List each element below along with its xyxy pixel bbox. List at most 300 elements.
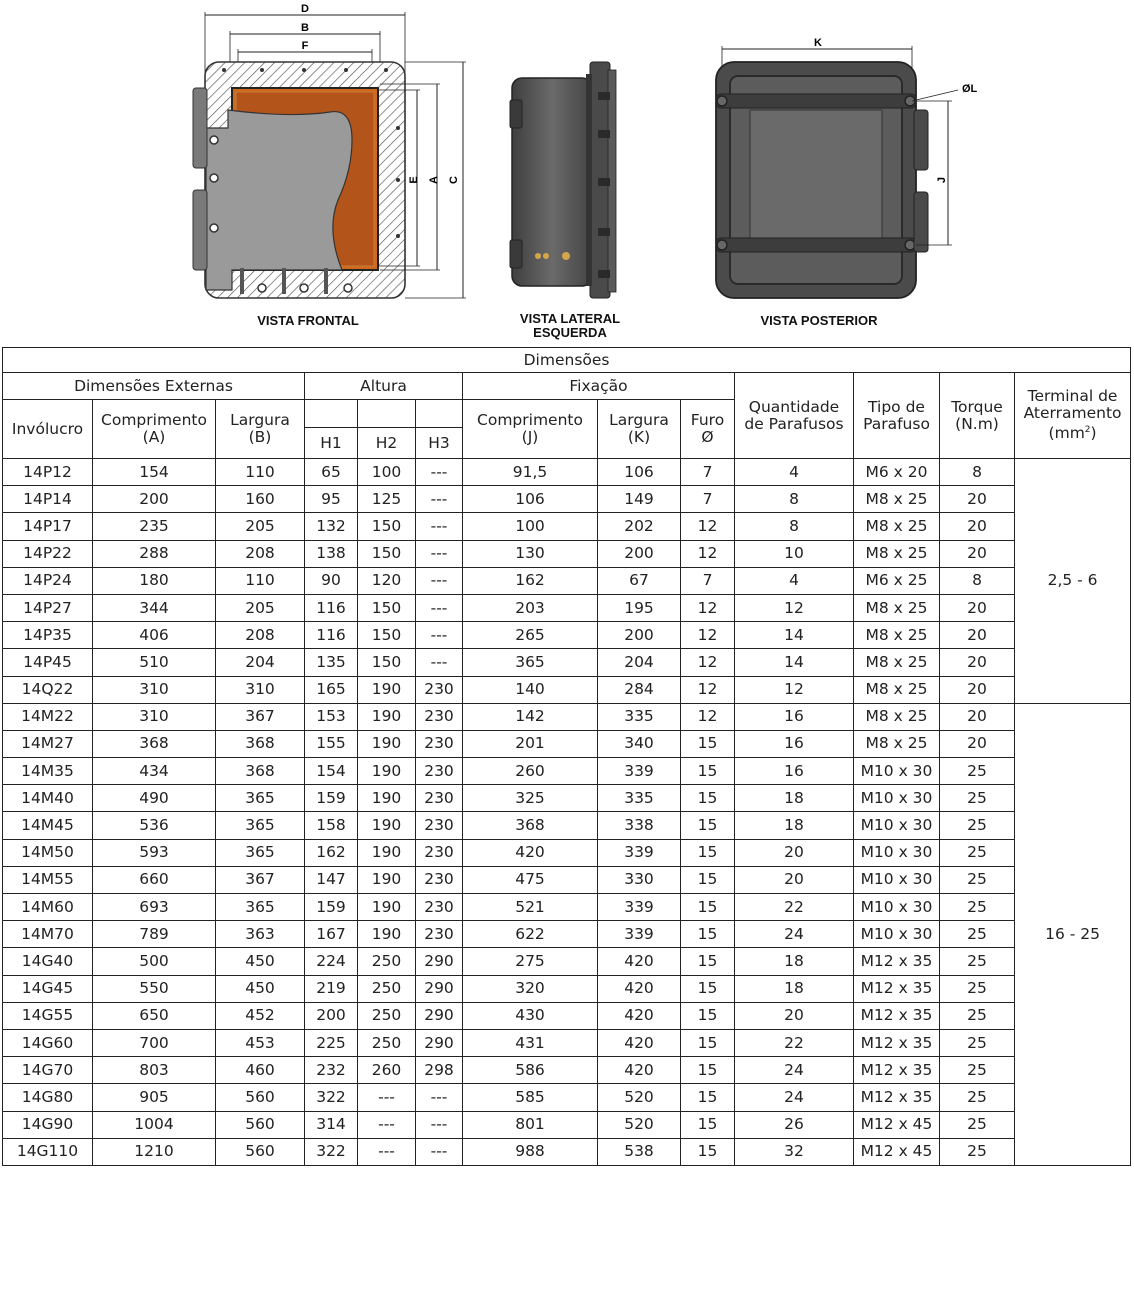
cell-h3: 290	[416, 975, 463, 1002]
header-tipo-line1: Tipo de	[868, 397, 925, 416]
cell-tipo-parafuso: M12 x 35	[854, 1002, 940, 1029]
cell-furo: 15	[681, 975, 735, 1002]
cell-furo: 15	[681, 785, 735, 812]
cell-quantidade: 18	[735, 975, 854, 1002]
dim-letter-j: J	[936, 176, 948, 184]
cell-largura-k: 520	[598, 1084, 681, 1111]
cell-comprimento-a: 434	[93, 758, 216, 785]
cell-involucro: 14G70	[3, 1057, 93, 1084]
dim-letter-l: ØL	[962, 83, 978, 95]
cell-largura-b: 208	[216, 540, 305, 567]
cell-h1: 322	[305, 1084, 358, 1111]
cell-quantidade: 22	[735, 1029, 854, 1056]
cell-tipo-parafuso: M10 x 30	[854, 758, 940, 785]
cell-torque: 20	[940, 540, 1015, 567]
cell-largura-b: 365	[216, 785, 305, 812]
cell-h3: 230	[416, 866, 463, 893]
cell-tipo-parafuso: M8 x 25	[854, 486, 940, 513]
cell-h1: 167	[305, 921, 358, 948]
cell-torque: 25	[940, 921, 1015, 948]
table-row	[3, 1057, 1131, 1084]
header-altura-blank-2	[358, 400, 416, 428]
cell-furo: 12	[681, 594, 735, 621]
header-torque-line2: (N.m)	[955, 414, 999, 433]
cell-quantidade: 20	[735, 1002, 854, 1029]
cell-quantidade: 18	[735, 785, 854, 812]
front-view-drawing	[193, 12, 466, 298]
cell-involucro: 14G55	[3, 1002, 93, 1029]
header-largura-k	[598, 400, 681, 459]
cell-quantidade: 22	[735, 894, 854, 921]
cell-h2: 190	[358, 839, 416, 866]
group-header-altura: Altura	[305, 373, 463, 400]
header-terminal-line2: Aterramento	[1023, 404, 1122, 423]
cell-largura-k: 338	[598, 812, 681, 839]
header-largura-k-line2: (K)	[627, 428, 651, 446]
table-row	[3, 649, 1131, 676]
table-row	[3, 1084, 1131, 1111]
cell-comprimento-a: 550	[93, 975, 216, 1002]
cell-tipo-parafuso: M12 x 35	[854, 1084, 940, 1111]
cell-furo: 15	[681, 839, 735, 866]
cell-furo: 15	[681, 894, 735, 921]
cell-torque: 20	[940, 513, 1015, 540]
cell-h3: 290	[416, 948, 463, 975]
cell-quantidade: 24	[735, 921, 854, 948]
cell-furo: 7	[681, 459, 735, 486]
cell-h1: 232	[305, 1057, 358, 1084]
table-row	[3, 1029, 1131, 1056]
cell-quantidade: 4	[735, 567, 854, 594]
cell-h2: 190	[358, 730, 416, 757]
cell-involucro: 14M70	[3, 921, 93, 948]
cell-h3: ---	[416, 513, 463, 540]
cell-largura-b: 363	[216, 921, 305, 948]
cell-tipo-parafuso: M10 x 30	[854, 866, 940, 893]
cell-h3: ---	[416, 567, 463, 594]
cell-furo: 15	[681, 758, 735, 785]
cell-largura-b: 560	[216, 1138, 305, 1165]
cell-largura-b: 204	[216, 649, 305, 676]
cell-comprimento-j: 368	[463, 812, 598, 839]
header-terminal-superscript: 2	[1084, 425, 1091, 436]
cell-comprimento-j: 130	[463, 540, 598, 567]
cell-largura-k: 339	[598, 894, 681, 921]
dim-letter-c: C	[448, 176, 460, 184]
cell-largura-k: 204	[598, 649, 681, 676]
cell-torque: 25	[940, 785, 1015, 812]
cell-quantidade: 16	[735, 730, 854, 757]
header-largura-b-line2: (B)	[248, 428, 272, 446]
cell-tipo-parafuso: M8 x 25	[854, 676, 940, 703]
cell-largura-k: 195	[598, 594, 681, 621]
cell-h1: 147	[305, 866, 358, 893]
cell-h1: 65	[305, 459, 358, 486]
cell-largura-b: 450	[216, 975, 305, 1002]
header-largura-k-line1: Largura	[609, 411, 669, 429]
cell-h1: 153	[305, 703, 358, 730]
cell-largura-k: 202	[598, 513, 681, 540]
cell-h2: 120	[358, 567, 416, 594]
cell-h1: 158	[305, 812, 358, 839]
dim-letter-b: B	[301, 22, 309, 34]
cell-h2: 150	[358, 622, 416, 649]
cell-tipo-parafuso: M6 x 25	[854, 567, 940, 594]
dim-letter-f: F	[301, 40, 309, 52]
cell-h2: ---	[358, 1111, 416, 1138]
cell-comprimento-a: 500	[93, 948, 216, 975]
table-row	[3, 540, 1131, 567]
cell-comprimento-j: 162	[463, 567, 598, 594]
side-view-drawing	[510, 62, 616, 298]
cell-h2: 250	[358, 948, 416, 975]
cell-h3: 230	[416, 730, 463, 757]
header-tipo	[854, 373, 940, 459]
cell-furo: 15	[681, 730, 735, 757]
cell-comprimento-a: 1004	[93, 1111, 216, 1138]
table-row	[3, 812, 1131, 839]
cell-h3: ---	[416, 486, 463, 513]
cell-largura-b: 205	[216, 513, 305, 540]
cell-comprimento-j: 106	[463, 486, 598, 513]
cell-quantidade: 20	[735, 839, 854, 866]
cell-tipo-parafuso: M12 x 35	[854, 1057, 940, 1084]
cell-torque: 25	[940, 1029, 1015, 1056]
cell-largura-k: 335	[598, 703, 681, 730]
cell-h2: 100	[358, 459, 416, 486]
cell-largura-b: 453	[216, 1029, 305, 1056]
cell-quantidade: 8	[735, 486, 854, 513]
cell-h1: 95	[305, 486, 358, 513]
cell-comprimento-j: 142	[463, 703, 598, 730]
front-view-label: VISTA FRONTAL	[257, 313, 359, 328]
cell-largura-b: 205	[216, 594, 305, 621]
cell-comprimento-a: 803	[93, 1057, 216, 1084]
dimensions-table	[2, 347, 1131, 1166]
cell-h2: 150	[358, 649, 416, 676]
header-terminal-line1: Terminal de	[1027, 387, 1118, 406]
table-row	[3, 513, 1131, 540]
cell-involucro: 14P17	[3, 513, 93, 540]
cell-terminal-group-1: 2,5 - 6	[1015, 459, 1131, 704]
cell-furo: 15	[681, 1138, 735, 1165]
cell-furo: 15	[681, 948, 735, 975]
cell-torque: 20	[940, 622, 1015, 649]
cell-involucro: 14M27	[3, 730, 93, 757]
cell-torque: 20	[940, 486, 1015, 513]
cell-comprimento-j: 275	[463, 948, 598, 975]
header-quantidade-line2: de Parafusos	[744, 414, 844, 433]
cell-largura-k: 340	[598, 730, 681, 757]
cell-comprimento-a: 693	[93, 894, 216, 921]
cell-h2: 150	[358, 513, 416, 540]
header-comprimento-j-line2: (J)	[521, 428, 539, 446]
cell-comprimento-a: 368	[93, 730, 216, 757]
cell-involucro: 14M40	[3, 785, 93, 812]
cell-largura-b: 110	[216, 567, 305, 594]
cell-torque: 25	[940, 812, 1015, 839]
cell-h3: 230	[416, 676, 463, 703]
cell-h2: 190	[358, 758, 416, 785]
cell-involucro: 14Q22	[3, 676, 93, 703]
cell-torque: 25	[940, 839, 1015, 866]
cell-h1: 200	[305, 1002, 358, 1029]
table-row	[3, 1002, 1131, 1029]
cell-largura-b: 365	[216, 839, 305, 866]
cell-comprimento-a: 1210	[93, 1138, 216, 1165]
cell-torque: 25	[940, 1057, 1015, 1084]
cell-h3: ---	[416, 1084, 463, 1111]
cell-comprimento-j: 91,5	[463, 459, 598, 486]
cell-comprimento-a: 905	[93, 1084, 216, 1111]
cell-largura-k: 149	[598, 486, 681, 513]
header-terminal	[1015, 373, 1131, 459]
cell-largura-k: 420	[598, 1057, 681, 1084]
cell-h1: 225	[305, 1029, 358, 1056]
cell-torque: 25	[940, 948, 1015, 975]
cell-furo: 12	[681, 622, 735, 649]
cell-largura-b: 460	[216, 1057, 305, 1084]
cell-comprimento-a: 180	[93, 567, 216, 594]
cell-h1: 219	[305, 975, 358, 1002]
cell-furo: 15	[681, 866, 735, 893]
cell-h3: 290	[416, 1029, 463, 1056]
cell-largura-k: 106	[598, 459, 681, 486]
cell-h1: 116	[305, 594, 358, 621]
cell-h2: 190	[358, 785, 416, 812]
header-terminal-line3: (mm	[1048, 424, 1085, 443]
cell-largura-b: 367	[216, 866, 305, 893]
cell-torque: 25	[940, 1084, 1015, 1111]
cell-torque: 20	[940, 676, 1015, 703]
cell-largura-b: 365	[216, 894, 305, 921]
cell-furo: 12	[681, 676, 735, 703]
cell-largura-k: 520	[598, 1111, 681, 1138]
group-header-externas: Dimensões Externas	[3, 373, 305, 400]
cell-involucro: 14M50	[3, 839, 93, 866]
cell-involucro: 14M22	[3, 703, 93, 730]
cell-involucro: 14P24	[3, 567, 93, 594]
cell-involucro: 14P27	[3, 594, 93, 621]
cell-h2: 250	[358, 1002, 416, 1029]
cell-torque: 25	[940, 1002, 1015, 1029]
side-view-label-line1: VISTA LATERAL	[519, 311, 621, 326]
header-furo	[681, 400, 735, 459]
cell-quantidade: 26	[735, 1111, 854, 1138]
cell-comprimento-j: 320	[463, 975, 598, 1002]
cell-quantidade: 4	[735, 459, 854, 486]
cell-h1: 159	[305, 894, 358, 921]
cell-comprimento-j: 325	[463, 785, 598, 812]
cell-comprimento-j: 265	[463, 622, 598, 649]
cell-involucro: 14G90	[3, 1111, 93, 1138]
cell-h3: ---	[416, 1138, 463, 1165]
cell-tipo-parafuso: M10 x 30	[854, 839, 940, 866]
cell-quantidade: 12	[735, 594, 854, 621]
table-row	[3, 703, 1131, 730]
cell-h1: 132	[305, 513, 358, 540]
cell-comprimento-j: 201	[463, 730, 598, 757]
cell-h2: ---	[358, 1138, 416, 1165]
cell-quantidade: 16	[735, 703, 854, 730]
cell-comprimento-j: 475	[463, 866, 598, 893]
cell-torque: 20	[940, 730, 1015, 757]
side-view-label	[500, 312, 640, 340]
cell-largura-b: 160	[216, 486, 305, 513]
header-comprimento-j	[463, 400, 598, 459]
cell-h1: 165	[305, 676, 358, 703]
cell-comprimento-a: 510	[93, 649, 216, 676]
cell-torque: 25	[940, 866, 1015, 893]
cell-tipo-parafuso: M8 x 25	[854, 649, 940, 676]
cell-involucro: 14G80	[3, 1084, 93, 1111]
cell-furo: 15	[681, 1002, 735, 1029]
cell-comprimento-a: 536	[93, 812, 216, 839]
side-view-label-line2: ESQUERDA	[533, 325, 607, 340]
header-torque	[940, 373, 1015, 459]
cell-h2: 190	[358, 676, 416, 703]
header-h1: H1	[305, 428, 358, 459]
cell-h2: 190	[358, 812, 416, 839]
cell-largura-b: 368	[216, 758, 305, 785]
cell-comprimento-a: 700	[93, 1029, 216, 1056]
cell-largura-b: 368	[216, 730, 305, 757]
cell-h2: 190	[358, 703, 416, 730]
cell-h3: 230	[416, 894, 463, 921]
cell-torque: 25	[940, 758, 1015, 785]
cell-largura-b: 450	[216, 948, 305, 975]
cell-h3: 230	[416, 703, 463, 730]
table-row	[3, 622, 1131, 649]
header-h2: H2	[358, 428, 416, 459]
cell-tipo-parafuso: M10 x 30	[854, 785, 940, 812]
header-h3: H3	[416, 428, 463, 459]
cell-h1: 154	[305, 758, 358, 785]
cell-h3: 230	[416, 921, 463, 948]
cell-comprimento-j: 801	[463, 1111, 598, 1138]
cell-largura-b: 110	[216, 459, 305, 486]
header-quantidade-line1: Quantidade	[748, 397, 840, 416]
cell-comprimento-j: 365	[463, 649, 598, 676]
cell-largura-k: 335	[598, 785, 681, 812]
cell-furo: 12	[681, 703, 735, 730]
table-row	[3, 866, 1131, 893]
cell-h2: 150	[358, 594, 416, 621]
header-largura-b	[216, 400, 305, 459]
header-furo-line1: Furo	[690, 411, 725, 429]
dim-letter-k: K	[814, 37, 822, 49]
cell-h3: 298	[416, 1057, 463, 1084]
cell-h3: ---	[416, 540, 463, 567]
cell-quantidade: 10	[735, 540, 854, 567]
cell-torque: 25	[940, 1138, 1015, 1165]
cell-quantidade: 18	[735, 948, 854, 975]
cell-furo: 15	[681, 1084, 735, 1111]
cell-h3: 290	[416, 1002, 463, 1029]
cell-furo: 15	[681, 1057, 735, 1084]
cell-comprimento-j: 988	[463, 1138, 598, 1165]
table-row	[3, 1111, 1131, 1138]
cell-largura-k: 200	[598, 540, 681, 567]
cell-quantidade: 14	[735, 649, 854, 676]
table-row	[3, 730, 1131, 757]
cell-torque: 20	[940, 649, 1015, 676]
cell-torque: 20	[940, 703, 1015, 730]
cell-comprimento-a: 310	[93, 676, 216, 703]
cell-largura-b: 560	[216, 1111, 305, 1138]
header-involucro: Invólucro	[3, 400, 93, 459]
cell-tipo-parafuso: M8 x 25	[854, 594, 940, 621]
header-comprimento-a	[93, 400, 216, 459]
cell-largura-k: 420	[598, 1029, 681, 1056]
cell-furo: 12	[681, 649, 735, 676]
cell-tipo-parafuso: M8 x 25	[854, 730, 940, 757]
cell-tipo-parafuso: M12 x 45	[854, 1111, 940, 1138]
cell-tipo-parafuso: M10 x 30	[854, 921, 940, 948]
dim-letter-a: A	[428, 176, 440, 184]
cell-involucro: 14G110	[3, 1138, 93, 1165]
cell-largura-b: 310	[216, 676, 305, 703]
cell-h1: 138	[305, 540, 358, 567]
cell-largura-b: 560	[216, 1084, 305, 1111]
cell-comprimento-a: 344	[93, 594, 216, 621]
cell-comprimento-j: 586	[463, 1057, 598, 1084]
cell-quantidade: 16	[735, 758, 854, 785]
cell-comprimento-j: 430	[463, 1002, 598, 1029]
cell-quantidade: 24	[735, 1057, 854, 1084]
cell-comprimento-a: 310	[93, 703, 216, 730]
cell-h3: ---	[416, 459, 463, 486]
header-largura-b-line1: Largura	[230, 411, 290, 429]
table-row	[3, 839, 1131, 866]
cell-comprimento-a: 288	[93, 540, 216, 567]
cell-quantidade: 18	[735, 812, 854, 839]
cell-comprimento-a: 406	[93, 622, 216, 649]
cell-comprimento-j: 260	[463, 758, 598, 785]
cell-h3: ---	[416, 622, 463, 649]
cell-furo: 15	[681, 812, 735, 839]
cell-terminal-group-2: 16 - 25	[1015, 703, 1131, 1165]
cell-involucro: 14P35	[3, 622, 93, 649]
cell-tipo-parafuso: M12 x 35	[854, 948, 940, 975]
cell-furo: 15	[681, 921, 735, 948]
cell-involucro: 14P45	[3, 649, 93, 676]
header-furo-line2: Ø	[701, 428, 714, 446]
cell-quantidade: 32	[735, 1138, 854, 1165]
cell-quantidade: 14	[735, 622, 854, 649]
cell-largura-k: 339	[598, 758, 681, 785]
table-row	[3, 785, 1131, 812]
cell-quantidade: 20	[735, 866, 854, 893]
header-altura-blank-1	[305, 400, 358, 428]
cell-largura-k: 420	[598, 948, 681, 975]
cell-h1: 155	[305, 730, 358, 757]
cell-comprimento-a: 200	[93, 486, 216, 513]
cell-tipo-parafuso: M8 x 25	[854, 540, 940, 567]
cell-tipo-parafuso: M8 x 25	[854, 622, 940, 649]
cell-involucro: 14M55	[3, 866, 93, 893]
group-header-fixacao: Fixação	[463, 373, 735, 400]
table-row	[3, 758, 1131, 785]
header-comprimento-a-line2: (A)	[142, 428, 166, 446]
cell-h2: 250	[358, 1029, 416, 1056]
rear-view-label: VISTA POSTERIOR	[760, 313, 878, 328]
cell-h2: ---	[358, 1084, 416, 1111]
cell-largura-b: 365	[216, 812, 305, 839]
cell-furo: 7	[681, 486, 735, 513]
cell-involucro: 14M45	[3, 812, 93, 839]
cell-comprimento-j: 100	[463, 513, 598, 540]
